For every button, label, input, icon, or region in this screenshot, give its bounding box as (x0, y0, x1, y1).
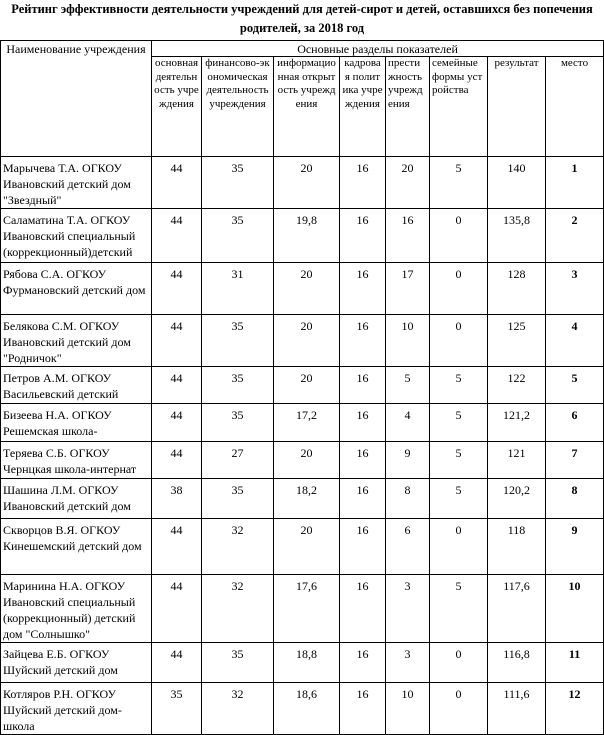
score-cell-4: 16 (340, 315, 386, 367)
score-cell-6: 5 (430, 157, 488, 209)
place-cell: 3 (546, 263, 604, 315)
score-cell-6: 5 (430, 367, 488, 404)
place-cell: 12 (546, 683, 604, 735)
score-cell-4: 16 (340, 575, 386, 643)
score-cell-4: 16 (340, 404, 386, 442)
score-cell-3: 18,6 (274, 683, 340, 735)
score-cell-4: 16 (340, 367, 386, 404)
score-cell-3: 20 (274, 519, 340, 575)
score-cell-4: 16 (340, 519, 386, 575)
institution-name: Теряева С.Б. ОГКОУ Чернцкая школа-интернат (1, 442, 152, 479)
score-cell-3: 20 (274, 157, 340, 209)
header-name: Наименование учреждения (1, 41, 152, 157)
place-cell: 8 (546, 479, 604, 519)
score-cell-3: 20 (274, 442, 340, 479)
score-cell-3: 18,2 (274, 479, 340, 519)
score-cell-6: 0 (430, 683, 488, 735)
header-col-1: основная деятельность учреждения (152, 57, 202, 157)
score-cell-7: 122 (488, 367, 546, 404)
score-cell-2: 32 (202, 575, 274, 643)
score-cell-3: 17,6 (274, 575, 340, 643)
institution-name: Котляров Р.Н. ОГКОУ Шуйский детский дом-школа (1, 683, 152, 735)
place-cell: 2 (546, 209, 604, 263)
document-title (0, 0, 604, 38)
score-cell-1: 44 (152, 519, 202, 575)
institution-name: Саламатина Т.А. ОГКОУ Ивановский специальный (коррекционный)детский (1, 209, 152, 263)
table-row (1, 404, 604, 442)
score-cell-2: 32 (202, 683, 274, 735)
header-col-6: семейные формы устройства (430, 57, 488, 157)
header-col-2: финансово-экономическая деятельность учреждения (202, 57, 274, 157)
score-cell-1: 44 (152, 209, 202, 263)
score-cell-5: 16 (386, 209, 430, 263)
table-row (1, 575, 604, 643)
score-cell-2: 35 (202, 315, 274, 367)
place-cell: 1 (546, 157, 604, 209)
score-cell-4: 16 (340, 157, 386, 209)
table-row (1, 315, 604, 367)
score-cell-2: 35 (202, 157, 274, 209)
score-cell-5: 20 (386, 157, 430, 209)
header-col-3: информационная открытость учреждения (274, 57, 340, 157)
score-cell-7: 121,2 (488, 404, 546, 442)
institution-name: Рябова С.А. ОГКОУ Фурмановский детский дом (1, 263, 152, 315)
score-cell-7: 120,2 (488, 479, 546, 519)
score-cell-5: 3 (386, 575, 430, 643)
score-cell-6: 0 (430, 209, 488, 263)
score-cell-5: 4 (386, 404, 430, 442)
score-cell-1: 44 (152, 643, 202, 683)
score-cell-7: 121 (488, 442, 546, 479)
header-sections: Основные разделы показателей (152, 41, 604, 57)
place-cell: 7 (546, 442, 604, 479)
score-cell-4: 16 (340, 263, 386, 315)
table-row (1, 263, 604, 315)
table-row (1, 442, 604, 479)
score-cell-6: 0 (430, 519, 488, 575)
score-cell-5: 5 (386, 367, 430, 404)
score-cell-1: 35 (152, 683, 202, 735)
score-cell-1: 44 (152, 442, 202, 479)
score-cell-1: 38 (152, 479, 202, 519)
score-cell-7: 117,6 (488, 575, 546, 643)
score-cell-5: 6 (386, 519, 430, 575)
header-col-7: результат (488, 57, 546, 157)
table-row (1, 643, 604, 683)
place-cell: 9 (546, 519, 604, 575)
institution-name: Бизеева Н.А. ОГКОУ Решемская школа- (1, 404, 152, 442)
score-cell-5: 9 (386, 442, 430, 479)
score-cell-2: 35 (202, 367, 274, 404)
institution-name: Зайцева Е.Б. ОГКОУ Шуйский детский дом (1, 643, 152, 683)
score-cell-1: 44 (152, 263, 202, 315)
score-cell-6: 0 (430, 263, 488, 315)
score-cell-5: 10 (386, 315, 430, 367)
institution-name: Скворцов В.Я. ОГКОУ Кинешемский детский дом (1, 519, 152, 575)
score-cell-2: 32 (202, 519, 274, 575)
score-cell-5: 17 (386, 263, 430, 315)
score-cell-5: 10 (386, 683, 430, 735)
score-cell-1: 44 (152, 157, 202, 209)
score-cell-6: 0 (430, 315, 488, 367)
header-col-5: престижность учреждения (386, 57, 430, 157)
table-row (1, 519, 604, 575)
score-cell-3: 20 (274, 315, 340, 367)
score-cell-6: 5 (430, 575, 488, 643)
score-cell-6: 5 (430, 404, 488, 442)
score-cell-1: 44 (152, 575, 202, 643)
score-cell-4: 16 (340, 683, 386, 735)
institution-name: Белякова С.М. ОГКОУ Ивановский детский дом "Родничок" (1, 315, 152, 367)
score-cell-2: 31 (202, 263, 274, 315)
score-cell-4: 16 (340, 209, 386, 263)
place-cell: 11 (546, 643, 604, 683)
score-cell-2: 35 (202, 404, 274, 442)
score-cell-3: 20 (274, 263, 340, 315)
score-cell-2: 35 (202, 209, 274, 263)
header-col-4: кадровая политика учреждения (340, 57, 386, 157)
table-row (1, 683, 604, 735)
place-cell: 10 (546, 575, 604, 643)
score-cell-3: 18,8 (274, 643, 340, 683)
score-cell-1: 44 (152, 404, 202, 442)
title-line-1: Рейтинг эффективности деятельности учреждений для детей-сирот и детей, оставшихся без попечения (11, 2, 593, 16)
score-cell-3: 19,8 (274, 209, 340, 263)
institution-name: Шашина Л.М. ОГКОУ Ивановский детский дом (1, 479, 152, 519)
score-cell-3: 17,2 (274, 404, 340, 442)
table-row (1, 209, 604, 263)
rating-table (0, 40, 604, 735)
place-cell: 4 (546, 315, 604, 367)
score-cell-1: 44 (152, 315, 202, 367)
place-cell: 6 (546, 404, 604, 442)
score-cell-7: 125 (488, 315, 546, 367)
score-cell-4: 16 (340, 643, 386, 683)
table-row (1, 367, 604, 404)
score-cell-6: 5 (430, 442, 488, 479)
institution-name: Петров А.М. ОГКОУ Васильевский детский (1, 367, 152, 404)
institution-name: Маринина Н.А. ОГКОУ Ивановский специальный (коррекционный) детский дом "Солнышко" (1, 575, 152, 643)
score-cell-7: 111,6 (488, 683, 546, 735)
score-cell-3: 20 (274, 367, 340, 404)
score-cell-7: 140 (488, 157, 546, 209)
score-cell-4: 16 (340, 442, 386, 479)
score-cell-7: 128 (488, 263, 546, 315)
score-cell-6: 0 (430, 643, 488, 683)
score-cell-5: 8 (386, 479, 430, 519)
score-cell-7: 118 (488, 519, 546, 575)
title-line-2: родителей, за 2018 год (239, 21, 365, 35)
score-cell-7: 135,8 (488, 209, 546, 263)
header-row-1 (1, 41, 604, 57)
score-cell-2: 35 (202, 643, 274, 683)
score-cell-2: 27 (202, 442, 274, 479)
score-cell-1: 44 (152, 367, 202, 404)
table-row (1, 157, 604, 209)
table-row (1, 479, 604, 519)
score-cell-2: 35 (202, 479, 274, 519)
institution-name: Марычева Т.А. ОГКОУ Ивановский детский дом "Звездный" (1, 157, 152, 209)
score-cell-4: 16 (340, 479, 386, 519)
header-col-8: место (546, 57, 604, 157)
score-cell-6: 5 (430, 479, 488, 519)
score-cell-5: 3 (386, 643, 430, 683)
place-cell: 5 (546, 367, 604, 404)
score-cell-7: 116,8 (488, 643, 546, 683)
